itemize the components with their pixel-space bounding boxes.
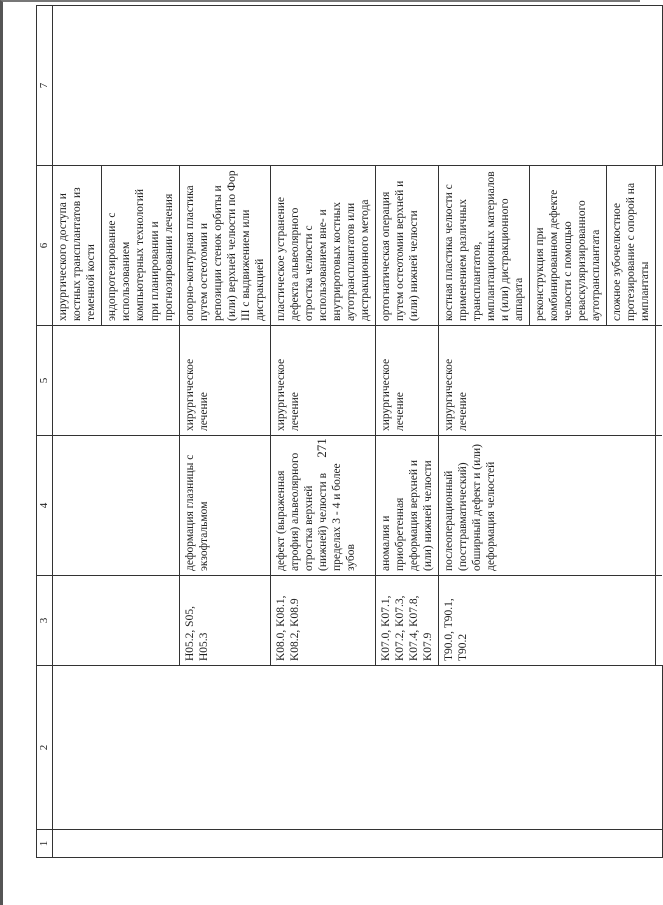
column-number: 5 xyxy=(37,326,53,436)
method-item: сложное зубочелюстное протезирование с опорой на имплантаты xyxy=(610,182,651,321)
method-item: хирургического доступа и костных трансплантатов из теменной кости xyxy=(53,166,102,325)
cell-empty xyxy=(656,166,663,326)
method-item: эндопротезирование с использованием компьютерных технологий при планировании и прогнозировании лечения xyxy=(106,188,175,321)
method-cell: опорно-контурная пластика путем остеотомии и репозиции стенок орбиты и (или) верхней челюсти по Фор III с выдвижением или дистракцией xyxy=(179,166,270,326)
diagnosis-cell: послеоперационный (посттравматический) обширный дефект и (или) деформация челюстей xyxy=(438,436,655,576)
column-number: 4 xyxy=(37,436,53,576)
method-cell xyxy=(53,166,179,326)
diagnosis-cell: дефект (выраженная атрофия) альвеолярного отростка верхней (нижней) челюсти в пределах 3 - 4 и более зубов xyxy=(270,436,375,576)
table-row xyxy=(53,6,179,858)
column-number: 6 xyxy=(37,166,53,326)
code-cell: H05.2, S05, H05.3 xyxy=(179,576,270,666)
method-item: костная пластика челюсти с применением различных трансплантатов, имплантационных материалов и (или) дистракционного аппарата xyxy=(439,166,530,325)
cell-empty xyxy=(53,436,179,576)
treatment-cell: хирургическое лечение xyxy=(179,326,270,436)
cell-empty xyxy=(53,830,662,858)
code-cell: K08.0, K08.1, K08.2, K08.9 xyxy=(270,576,375,666)
treatment-table xyxy=(36,5,663,858)
cell-empty xyxy=(656,326,663,436)
page-number: 271 xyxy=(313,438,329,458)
column-number-row xyxy=(37,6,53,858)
cell-empty xyxy=(656,436,663,576)
column-number: 1 xyxy=(37,830,53,858)
code-cell: K07.0, K07.1, K07.2, K07.3, K07.4, K07.8, K07.9 xyxy=(375,576,438,666)
code-cell: T90.0, T90.1, T90.2 xyxy=(438,576,655,666)
diagnosis-cell: деформация глазницы с экзофтальмом xyxy=(179,436,270,576)
column-number: 3 xyxy=(37,576,53,666)
method-cell: ортогнатическая операция путем остеотомии верхней и (или) нижней челюсти xyxy=(375,166,438,326)
treatment-cell: хирургическое лечение xyxy=(270,326,375,436)
cell-empty xyxy=(53,6,662,166)
method-cell xyxy=(438,166,655,326)
rotated-table-wrapper xyxy=(36,0,651,858)
column-number: 2 xyxy=(37,666,53,830)
column-number: 7 xyxy=(37,6,53,166)
treatment-cell: хирургическое лечение xyxy=(375,326,438,436)
cell-empty xyxy=(53,666,662,830)
treatment-cell: хирургическое лечение xyxy=(438,326,655,436)
method-cell: пластическое устранение дефекта альвеолярного отростка челюсти с использованием вне- и внутриротовых костных аутотрансплантатов или дистракционного метода xyxy=(270,166,375,326)
diagnosis-cell: аномалия и приобретенная деформация верхней и (или) нижней челюсти xyxy=(375,436,438,576)
method-item: реконструкция при комбинированном дефекте челюсти с помощью реваскуляризированного аутотрансплантата xyxy=(530,166,607,325)
cell-empty xyxy=(656,576,663,666)
cell-empty xyxy=(53,326,179,436)
cell-empty xyxy=(53,576,179,666)
